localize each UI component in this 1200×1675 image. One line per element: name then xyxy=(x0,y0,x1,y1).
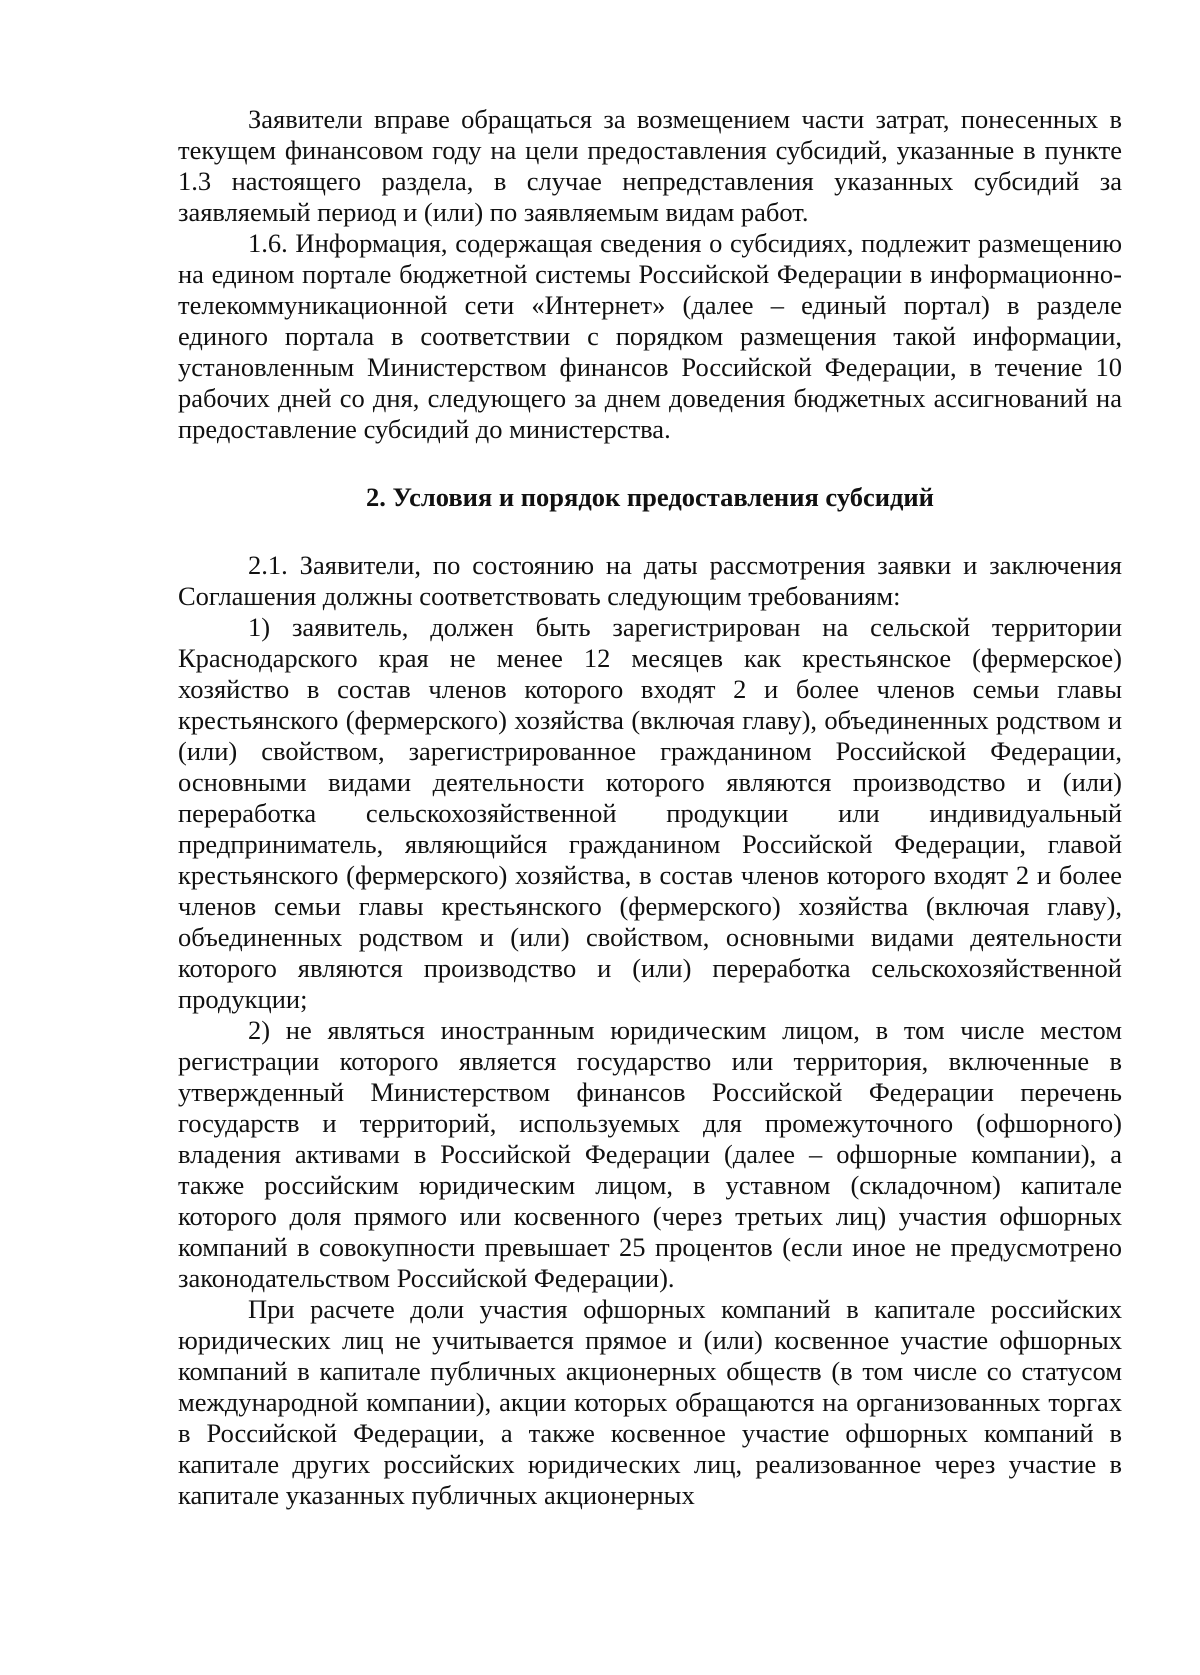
section-heading: 2. Условия и порядок предоставления субсидий xyxy=(366,482,934,512)
paragraph-requirement-2: 2) не являться иностранным юридическим лицом, в том числе местом регистрации которого является государство или территория, включенные в утвержденный Министерством финансов Российской Федерации перечень государств и территорий, используемых для промежуточного (офшорного) владения активами в Российской Федерации (далее – офшорные компании), а также российским юридическим лицом, в уставном (складочном) капитале которого доля прямого или косвенного (через третьих лиц) участия офшорных компаний в совокупности превышает 25 процентов (если иное не предусмотрено законодательством Российской Федерации). xyxy=(178,1015,1122,1293)
paragraph-requirement-1: 1) заявитель, должен быть зарегистрирован на сельской территории Краснодарского края не менее 12 месяцев как крестьянское (фермерское) хозяйство в состав членов которого входят 2 и более членов семьи главы крестьянского (фермерского) хозяйства (включая главу), объединенных родством и (или) свойством, зарегистрированное гражданином Российской Федерации, основными видами деятельности которого являются производство и (или) переработка сельскохозяйственной продукции или индивидуальный предприниматель, являющийся гражданином Российской Федерации, главой крестьянского (фермерского) хозяйства, в состав членов которого входят 2 и более членов семьи главы крестьянского (фермерского) хозяйства (включая главу), объединенных родством и (или) свойством, основными видами деятельности которого являются производство и (или) переработка сельскохозяйственной продукции; xyxy=(178,612,1122,1014)
spacer xyxy=(178,445,1122,482)
spacer xyxy=(178,513,1122,550)
paragraph-2-1-requirements: 2.1. Заявители, по состоянию на даты рассмотрения заявки и заключения Соглашения должны соответствовать следующим требованиям: xyxy=(178,550,1122,611)
document-page xyxy=(178,104,1122,1511)
paragraph-offshore-calculation: При расчете доли участия офшорных компаний в капитале российских юридических лиц не учитывается прямое и (или) косвенное участие офшорных компаний в капитале публичных акционерных обществ (в том числе со статусом международной компании), акции которых обращаются на организованных торгах в Российской Федерации, а также косвенное участие офшорных компаний в капитале других российских юридических лиц, реализованное через участие в капитале указанных публичных акционерных xyxy=(178,1294,1122,1510)
paragraph-1-6-information-placement: 1.6. Информация, содержащая сведения о субсидиях, подлежит размещению на едином портале бюджетной системы Российской Федерации в информационно-телекоммуникационной сети «Интернет» (далее – единый портал) в разделе единого портала в соответствии с порядком размещения такой информации, установленным Министерством финансов Российской Федерации, в течение 10 рабочих дней со дня, следующего за днем доведения бюджетных ассигнований на предоставление субсидий до министерства. xyxy=(178,228,1122,444)
paragraph-applicants-reimbursement: Заявители вправе обращаться за возмещением части затрат, понесенных в текущем финансовом году на цели предоставления субсидий, указанные в пункте 1.3 настоящего раздела, в случае непредставления указанных субсидий за заявляемый период и (или) по заявляемым видам работ. xyxy=(178,104,1122,227)
